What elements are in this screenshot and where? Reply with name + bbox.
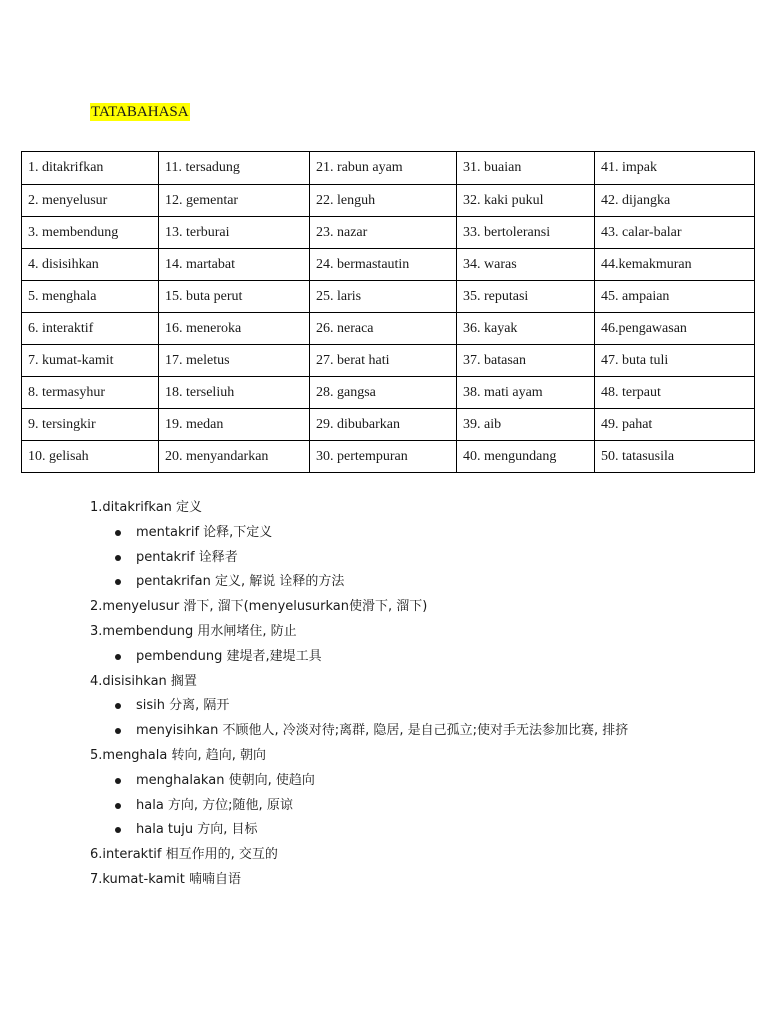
table-row	[22, 152, 755, 185]
table-row	[22, 441, 755, 473]
table-cell: 11. tersadung	[159, 152, 310, 185]
table-cell: 10. gelisah	[22, 441, 159, 473]
table-row	[22, 249, 755, 281]
note-sub-item: pentakrifan 定义, 解说 诠释的方法	[136, 570, 710, 595]
table-cell: 15. buta perut	[159, 281, 310, 313]
note-sub-item: hala tuju 方向, 目标	[136, 818, 710, 843]
table-cell: 17. meletus	[159, 345, 310, 377]
note-sub-list	[90, 769, 710, 843]
table-cell: 45. ampaian	[595, 281, 755, 313]
table-cell: 37. batasan	[457, 345, 595, 377]
table-cell: 3. membendung	[22, 217, 159, 249]
table-cell: 39. aib	[457, 409, 595, 441]
table-cell: 14. martabat	[159, 249, 310, 281]
note-entry: 4.disisihkan 搁置	[90, 673, 197, 689]
table-cell: 2. menyelusur	[22, 185, 159, 217]
table-cell: 9. tersingkir	[22, 409, 159, 441]
note-sub-item: hala 方向, 方位;随他, 原谅	[136, 794, 710, 819]
note-entry: 6.interaktif 相互作用的, 交互的	[90, 847, 278, 863]
table-cell: 21. rabun ayam	[310, 152, 457, 185]
table-cell: 13. terburai	[159, 217, 310, 249]
table-cell: 27. berat hati	[310, 345, 457, 377]
table-cell: 33. bertoleransi	[457, 217, 595, 249]
table-row	[22, 345, 755, 377]
table-cell: 48. terpaut	[595, 377, 755, 409]
note-sub-list	[90, 645, 710, 670]
note-entry: 3.membendung 用水闸堵住, 防止	[90, 623, 297, 639]
note-entry: 2.menyelusur 滑下, 溜下(menyelusurkan使滑下, 溜下)	[90, 599, 428, 615]
table-cell: 47. buta tuli	[595, 345, 755, 377]
table-cell: 24. bermastautin	[310, 249, 457, 281]
note-entry: 1.ditakrifkan 定义	[90, 500, 203, 515]
table-cell: 29. dibubarkan	[310, 409, 457, 441]
table-cell: 32. kaki pukul	[457, 185, 595, 217]
table-cell: 30. pertempuran	[310, 441, 457, 473]
table-cell: 44.kemakmuran	[595, 249, 755, 281]
table-cell: 49. pahat	[595, 409, 755, 441]
table-cell: 41. impak	[595, 152, 755, 185]
table-row	[22, 409, 755, 441]
note-sub-item: pentakrif 诠释者	[136, 546, 710, 571]
note-sub-list	[90, 521, 710, 595]
table-cell: 43. calar-balar	[595, 217, 755, 249]
note-sub-item: pembendung 建堤者,建堤工具	[136, 645, 710, 670]
table-cell: 6. interaktif	[22, 313, 159, 345]
table-cell: 23. nazar	[310, 217, 457, 249]
table-cell: 5. menghala	[22, 281, 159, 313]
table-cell: 34. waras	[457, 249, 595, 281]
table-cell: 4. disisihkan	[22, 249, 159, 281]
table-row	[22, 185, 755, 217]
table-cell: 42. dijangka	[595, 185, 755, 217]
note-sub-item: menghalakan 使朝向, 使趋向	[136, 769, 710, 794]
table-cell: 25. laris	[310, 281, 457, 313]
vocabulary-notes	[90, 496, 710, 893]
table-cell: 36. kayak	[457, 313, 595, 345]
table-row	[22, 377, 755, 409]
table-cell: 31. buaian	[457, 152, 595, 185]
note-entry: 5.menghala 转向, 趋向, 朝向	[90, 747, 267, 763]
table-cell: 35. reputasi	[457, 281, 595, 313]
table-cell: 26. neraca	[310, 313, 457, 345]
page-heading: TATABAHASA	[91, 104, 189, 120]
table-cell: 20. menyandarkan	[159, 441, 310, 473]
table-cell: 8. termasyhur	[22, 377, 159, 409]
note-sub-list	[90, 694, 710, 744]
note-sub-item: sisih 分离, 隔开	[136, 694, 710, 719]
table-cell: 40. mengundang	[457, 441, 595, 473]
table-cell: 18. terseliuh	[159, 377, 310, 409]
vocabulary-table-body	[22, 152, 755, 473]
table-cell: 38. mati ayam	[457, 377, 595, 409]
table-cell: 12. gementar	[159, 185, 310, 217]
table-cell: 7. kumat-kamit	[22, 345, 159, 377]
table-cell: 16. meneroka	[159, 313, 310, 345]
table-cell: 22. lenguh	[310, 185, 457, 217]
table-cell: 46.pengawasan	[595, 313, 755, 345]
note-sub-item: menyisihkan 不顾他人, 冷淡对待;离群, 隐居, 是自己孤立;使对手无法参加比赛, 排挤	[136, 719, 710, 744]
table-cell: 50. tatasusila	[595, 441, 755, 473]
table-row	[22, 281, 755, 313]
table-cell: 19. medan	[159, 409, 310, 441]
vocabulary-table	[21, 151, 755, 473]
table-cell: 1. ditakrifkan	[22, 152, 159, 185]
table-row	[22, 313, 755, 345]
table-row	[22, 217, 755, 249]
table-cell: 28. gangsa	[310, 377, 457, 409]
note-sub-item: mentakrif 论释,下定义	[136, 521, 710, 546]
note-entry: 7.kumat-kamit 喃喃自语	[90, 871, 241, 887]
